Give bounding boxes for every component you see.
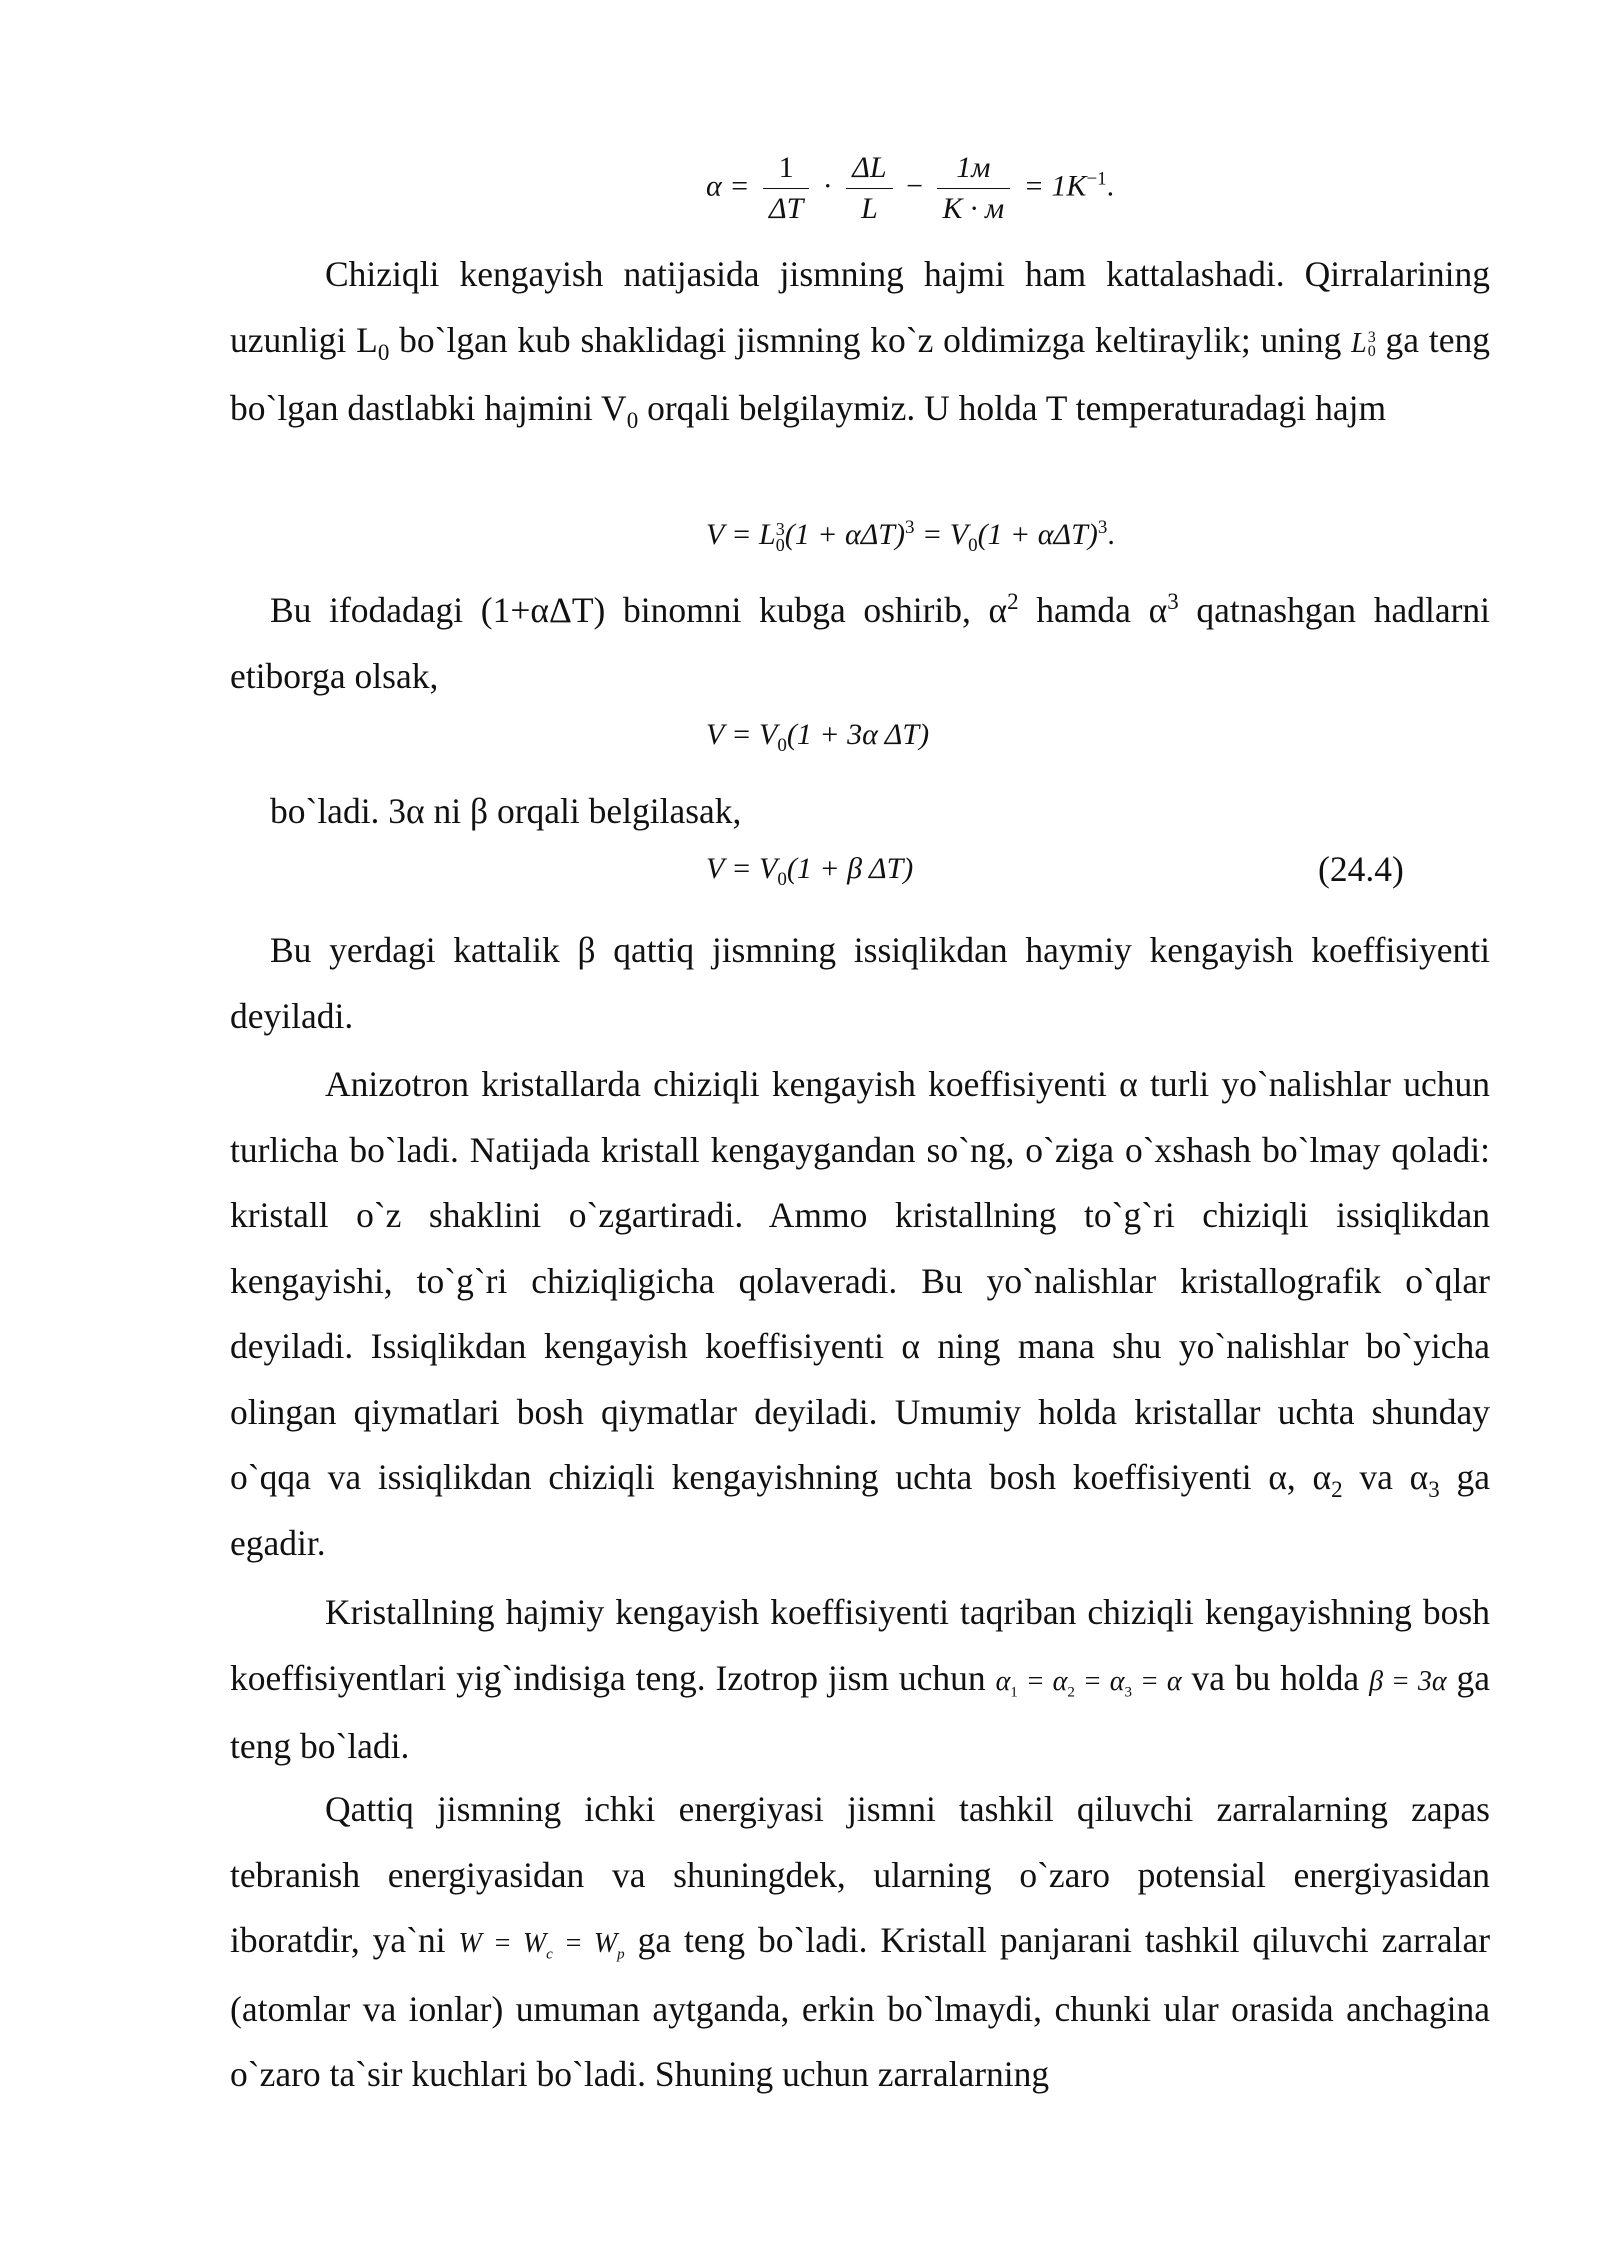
fraction-numerator: ΔL bbox=[846, 148, 892, 189]
paragraph-volume-expansion bbox=[230, 242, 1490, 442]
formula-minus: − bbox=[906, 169, 924, 203]
paragraph-text: bo`lgan kub shaklidagi jismning ko`z oldimizga keltiraylik; uning bbox=[389, 319, 1352, 360]
paragraph-text: va bu holda bbox=[1181, 1657, 1370, 1698]
paragraph-text: ga teng bo`lgan dastlabki hajmini V bbox=[230, 319, 1490, 428]
superscript: 3 bbox=[1097, 517, 1108, 538]
formula-text: = α bbox=[1017, 1665, 1068, 1697]
formula-dot: · bbox=[822, 169, 833, 203]
fraction-unit bbox=[937, 148, 1011, 229]
inline-formula-beta: β = 3α bbox=[1369, 1665, 1447, 1697]
paragraph-text: qatnashgan hadlarni etiborga olsak, bbox=[230, 590, 1491, 696]
formula-text: (1 + 3α ΔT) bbox=[786, 718, 930, 751]
paragraph-text: Bu yerdagi kattalik β qattiq jismning issiqlikdan haymiy kengayish koeffisiyenti deyiladi. bbox=[230, 930, 1490, 1036]
paragraph-volume-coefficient bbox=[230, 918, 1490, 1049]
inline-formula-energy bbox=[458, 1928, 625, 1963]
fraction-denominator: L bbox=[861, 192, 878, 225]
formula-text: V = V bbox=[706, 852, 778, 885]
formula-volume-linear bbox=[706, 718, 930, 756]
superscript: 3 bbox=[775, 519, 785, 540]
subscript: 0 bbox=[626, 408, 639, 434]
fraction-denominator: ΔT bbox=[769, 192, 804, 225]
formula-text: = V bbox=[914, 518, 969, 551]
subscript: 0 bbox=[777, 869, 787, 890]
formula-base: L bbox=[1351, 327, 1367, 359]
subscript: 0 bbox=[377, 339, 390, 365]
fraction-dl-over-l bbox=[846, 148, 892, 229]
equation-number: (24.4) bbox=[1318, 849, 1404, 889]
formula-text: (1 + αΔT) bbox=[784, 518, 905, 551]
subscript: 0 bbox=[777, 735, 787, 756]
subscript: 0 bbox=[1367, 343, 1376, 361]
formula-text: V = L bbox=[706, 518, 776, 551]
paragraph-binomial bbox=[230, 578, 1490, 709]
paragraph-text: Qattiq jismning ichki energiyasi jismni tashkil qiluvchi zarralarning zapas tebranish energiyasidan va shuningdek, ularning o`zaro potensial energiyasidan iboratdir, ya`ni bbox=[230, 1789, 1490, 1960]
subscript: c bbox=[546, 1946, 553, 1963]
subscript: 2 bbox=[1067, 1684, 1075, 1701]
paragraph-internal-energy bbox=[230, 1777, 1490, 2108]
paragraph-anisotropic bbox=[230, 1052, 1490, 1576]
paragraph-text: ga teng bo`ladi. bbox=[230, 1657, 1491, 1766]
formula-text: W = W bbox=[458, 1928, 547, 1959]
superscript: 3 bbox=[1167, 589, 1179, 615]
formula-alpha-lhs: α = bbox=[706, 169, 750, 203]
fraction-numerator: 1 bbox=[763, 148, 809, 189]
paragraph-text: Anizotron kristallarda chiziqli kengayish koeffisiyenti α turli yo`nalishlar uchun turlicha bo`ladi. Natijada kristall kengaygandan so`ng, o`ziga o`xshash bo`lmay qoladi: kristall o`z shaklini o`zgartiradi. Ammo kristallning to`g`ri chiziqli issiqlikdan kengayishi, to`g`ri chiziqligicha qolaveradi. Bu yo`nalishlar kristallografik o`qlar deyiladi. Issiqlikdan kengayish koeffisiyenti α ning mana shu yo`nalishlar bo`yicha olingan qiymatlari bosh qiymatlar deyiladi. Umumiy holda kristallar uchta shunday o`qqa va issiqlikdan chiziqli kengayishning uchta bosh koeffisiyenti α, α bbox=[230, 1064, 1490, 1497]
formula-alpha-rhs: = 1K bbox=[1023, 169, 1087, 203]
formula-text: = α bbox=[1074, 1665, 1125, 1697]
formula-volume-beta bbox=[706, 852, 914, 890]
formula-text: = α bbox=[1132, 1665, 1182, 1697]
subscript: p bbox=[617, 1946, 625, 1963]
subscript: 2 bbox=[1331, 1477, 1343, 1503]
subscript: 1 bbox=[1010, 1684, 1018, 1701]
fraction-denominator: K · м bbox=[942, 192, 1005, 225]
paragraph-text: Bu ifodadagi (1+αΔT) binomni kubga oshirib, α bbox=[270, 590, 1008, 630]
paragraph-beta-definition bbox=[230, 779, 1490, 845]
paragraph-text: Kristallning hajmiy kengayish koeffisiyenti taqriban chiziqli kengayishning bosh koeffisiyentlari yig`indisiga teng. Izotrop jism uchun bbox=[230, 1592, 1490, 1698]
formula-text: = W bbox=[552, 1928, 618, 1959]
paragraph-text: ga egadir. bbox=[230, 1457, 1490, 1563]
paragraph-isotropic bbox=[230, 1580, 1490, 1780]
subscript: 3 bbox=[1428, 1477, 1440, 1503]
superscript: 2 bbox=[1007, 589, 1019, 615]
formula-exponent: −1 bbox=[1086, 168, 1107, 190]
formula-text: (1 + β ΔT) bbox=[786, 852, 914, 885]
paragraph-text: Chiziqli kengayish natijasida jismning hajmi ham kattalashadi. Qirralarining uzunligi L bbox=[230, 254, 1490, 360]
inline-formula-l0-cubed bbox=[1351, 328, 1376, 359]
subscript: 0 bbox=[968, 535, 978, 556]
paragraph-text: orqali belgilaymiz. U holda T temperaturadagi hajm bbox=[638, 388, 1387, 428]
paragraph-text: ga teng bo`ladi. Kristall panjarani tashkil qiluvchi zarralar (atomlar va ionlar) umuman aytganda, erkin bo`lmaydi, chunki ular orasida anchagina o`zaro ta`sir kuchlari bo`ladi. Shuning uchun zarralarning bbox=[230, 1920, 1491, 2094]
formula-text: α bbox=[995, 1665, 1011, 1697]
fraction-one-over-dt bbox=[763, 148, 809, 229]
formula-end: . bbox=[1106, 169, 1115, 203]
paragraph-text: hamda α bbox=[1018, 590, 1168, 630]
paragraph-text: va α bbox=[1342, 1457, 1429, 1497]
formula-end: . bbox=[1107, 518, 1115, 551]
subscript: 0 bbox=[775, 535, 785, 556]
fraction-numerator: 1м bbox=[937, 148, 1011, 189]
formula-volume-cube bbox=[706, 517, 1115, 556]
formula-text: (1 + αΔT) bbox=[977, 518, 1098, 551]
formula-text: V = V bbox=[706, 718, 778, 751]
superscript: 3 bbox=[904, 517, 915, 538]
superscript: 3 bbox=[1367, 329, 1376, 347]
inline-formula-alphas bbox=[995, 1665, 1182, 1701]
formula-alpha-definition bbox=[706, 148, 1114, 229]
subscript: 3 bbox=[1124, 1684, 1133, 1701]
paragraph-text: bo`ladi. 3α ni β orqali belgilasak, bbox=[270, 791, 742, 831]
